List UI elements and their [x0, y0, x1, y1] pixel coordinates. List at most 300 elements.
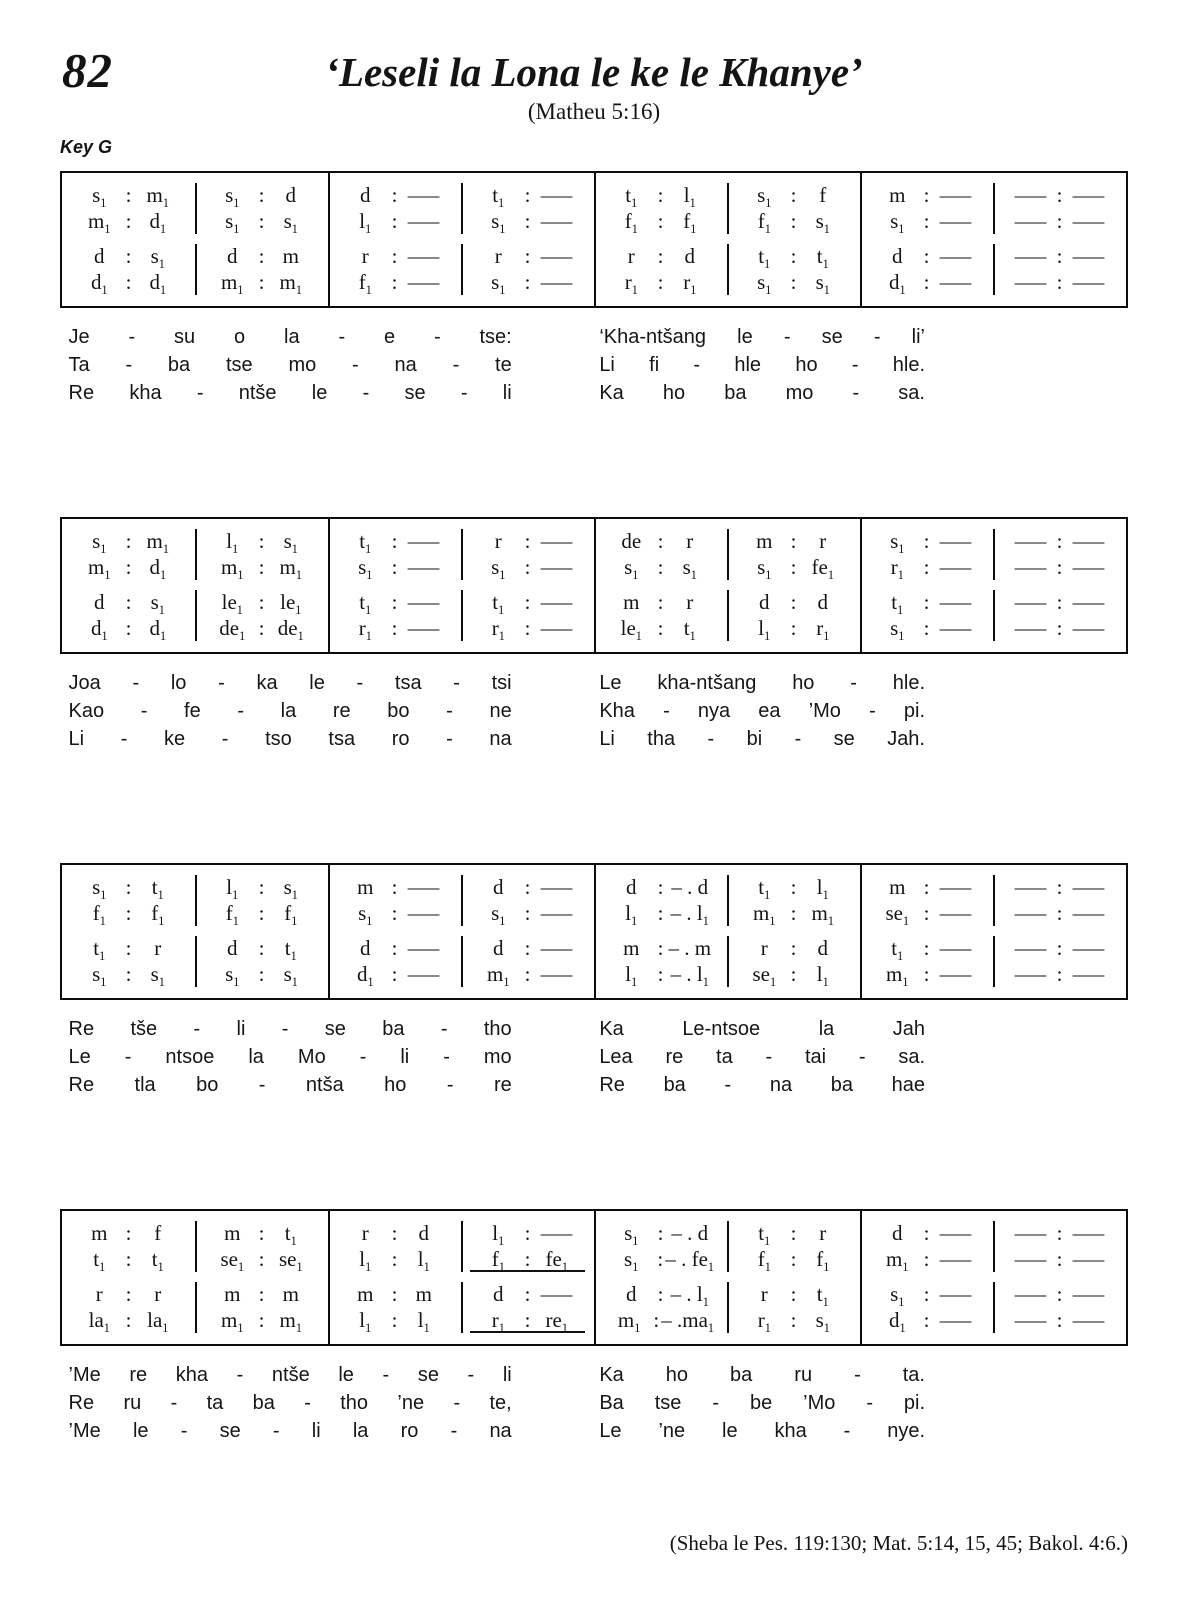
note-cell-content: [603, 208, 718, 237]
note-cell: [461, 208, 594, 237]
note-left: $s_1$: [92, 962, 107, 990]
note-cell: [594, 874, 727, 900]
note-right: $d_1$: [149, 555, 167, 583]
syllable: ’Mo: [808, 700, 841, 722]
syllable: tai: [804, 1046, 827, 1068]
note-cell-content: [470, 1307, 585, 1336]
voice-line: [62, 900, 1126, 929]
note-right: $l_1$: [816, 875, 829, 903]
voice-line: [62, 1281, 1126, 1310]
beat-colon: :: [1056, 529, 1063, 553]
syllable: ntsoe: [165, 1046, 215, 1068]
syllable-hyphen: -: [858, 1046, 866, 1068]
note-left: r: [494, 244, 502, 268]
note-left: $s_1$: [890, 209, 905, 237]
syllable: tsa: [328, 728, 356, 750]
barline-short: [993, 590, 995, 641]
note-cell-content: [204, 961, 319, 990]
syllable-hyphen: -: [120, 728, 128, 750]
note-right: f: [819, 183, 827, 207]
note-right: —: [541, 590, 573, 614]
beat-colon: :: [125, 590, 132, 614]
beat-colon: :: [258, 875, 265, 899]
note-cell-content: [71, 1307, 186, 1336]
note-cell: [727, 874, 860, 903]
note-cell-content: [1002, 528, 1117, 554]
beat-colon: :: [524, 590, 531, 614]
beat-colon: :: [1056, 1308, 1063, 1332]
note-left: m: [889, 183, 906, 207]
voice-line: [62, 269, 1126, 298]
beat-colon: :: [524, 936, 531, 960]
note-cell-content: [736, 615, 851, 644]
note-left: —: [1014, 962, 1046, 986]
beat-colon: :: [657, 244, 664, 268]
note-cell-content: [603, 269, 718, 298]
syllable: Le: [68, 1046, 91, 1068]
note-right: $s_1$: [815, 270, 830, 298]
note-cell: [195, 1307, 328, 1336]
note-right: —: [408, 529, 440, 553]
note-cell: [594, 961, 727, 990]
note-cell: [328, 1281, 461, 1307]
note-cell-content: [71, 1281, 186, 1307]
syllable: ba: [830, 1074, 853, 1096]
note-left: $l_1$: [492, 1221, 505, 1249]
note-cell: [62, 1281, 195, 1307]
note-right: – . $l_1$: [670, 901, 709, 929]
note-right: $d_1$: [149, 616, 167, 644]
note-cell-content: [1002, 874, 1117, 900]
note-right: —: [408, 209, 440, 233]
syllable: le: [722, 1420, 738, 1442]
note-right: d: [817, 936, 828, 960]
note-left: d: [227, 244, 238, 268]
voice-pair: [62, 935, 1126, 990]
barline-short: [993, 244, 995, 295]
note-cell-content: [337, 900, 452, 929]
note-cell-content: [337, 528, 452, 557]
note-cell: [993, 554, 1126, 580]
note-right: —: [541, 1282, 573, 1306]
note-cell-content: [869, 615, 984, 644]
note-cell: [461, 1281, 594, 1307]
note-right: $s_1$: [150, 962, 165, 990]
lyric-phrase-right: [599, 1389, 925, 1417]
syllable-hyphen: -: [304, 1392, 311, 1414]
note-cell-content: [337, 554, 452, 583]
note-cell: [195, 615, 328, 644]
beat-colon: :: [657, 555, 664, 579]
note-left: —: [1014, 1308, 1046, 1332]
note-left: $de_1$: [219, 616, 246, 644]
scripture-reference: (Matheu 5:16): [527, 99, 661, 124]
note-cell-content: [71, 554, 186, 583]
beat-colon: :: [923, 590, 930, 614]
syllable: ro: [391, 728, 410, 750]
syllable: la: [352, 1420, 369, 1442]
note-left: —: [1014, 183, 1046, 207]
syllable: nya: [697, 700, 731, 722]
lyric-phrase-right: [599, 1015, 925, 1043]
voice-line: [62, 589, 1126, 618]
beat-colon: :: [790, 529, 797, 553]
note-cell: [860, 874, 993, 900]
note-right: —: [541, 244, 573, 268]
beat-colon: :: [1056, 244, 1063, 268]
note-left: —: [1014, 936, 1046, 960]
note-cell-content: [470, 900, 585, 929]
note-right: $f_1$: [683, 209, 697, 237]
syllable: le: [338, 1364, 354, 1386]
syllable: ba: [167, 354, 191, 376]
note-right: $d_1$: [149, 209, 167, 237]
lyric-phrase-left: [69, 1417, 512, 1445]
beat-colon: :: [657, 1282, 664, 1306]
note-right: $f_1$: [284, 901, 298, 929]
syllable: re: [493, 1074, 512, 1096]
note-left: $f_1$: [757, 1247, 771, 1275]
note-cell: [62, 1246, 195, 1275]
note-right: $s_1$: [815, 209, 830, 237]
syllable-hyphen: -: [866, 1392, 873, 1414]
note-cell-content: [71, 615, 186, 644]
note-cell-content: [337, 208, 452, 237]
note-cell-content: [337, 961, 452, 990]
note-left: $m_1$: [221, 555, 244, 583]
note-cell: [62, 1307, 195, 1336]
syllable-hyphen: -: [869, 700, 876, 722]
lyric-phrase-right: [599, 725, 925, 753]
beat-colon: :: [391, 270, 398, 294]
note-cell-content: [869, 935, 984, 964]
note-left: $t_1$: [492, 183, 505, 211]
note-cell-content: [736, 900, 851, 929]
note-left: $d_1$: [90, 270, 108, 298]
note-left: $t_1$: [359, 590, 372, 618]
note-cell: [993, 1220, 1126, 1246]
beat-colon: :: [790, 1282, 797, 1306]
barline-short: [993, 529, 995, 580]
syllable: ba: [730, 1364, 753, 1386]
note-cell-content: [470, 528, 585, 554]
syllable: na: [769, 1074, 793, 1096]
note-cell-content: [71, 528, 186, 557]
note-cell: [328, 243, 461, 269]
beat-colon: :: [125, 962, 132, 986]
beat-colon: :: [657, 270, 664, 294]
note-cell: [195, 182, 328, 211]
barline-short: [993, 936, 995, 987]
note-left: $m_1$: [88, 209, 111, 237]
beat-colon: :: [657, 616, 664, 640]
note-left: $f_1$: [225, 901, 239, 929]
note-cell-content: [603, 554, 718, 583]
note-cell: [461, 243, 594, 269]
beat-colon: :: [258, 555, 265, 579]
voice-pair: [62, 182, 1126, 237]
lyrics-block: [60, 669, 1128, 753]
lyric-phrase-left: [69, 669, 512, 697]
note-cell: [594, 554, 727, 583]
note-right: $l_1$: [417, 1247, 430, 1275]
note-right: —: [940, 616, 972, 640]
syllable: le: [737, 326, 753, 348]
syllable: ba: [252, 1392, 275, 1414]
note-cell: [461, 589, 594, 618]
beat-colon: :: [923, 962, 930, 986]
note-right: $s_1$: [283, 209, 298, 237]
note-right: $la_1$: [147, 1308, 169, 1336]
beat-colon: :: [391, 1282, 398, 1306]
page-header: [60, 34, 1128, 158]
note-left: r: [627, 244, 635, 268]
syllable: ro: [400, 1420, 419, 1442]
lyric-phrase-right: [599, 697, 925, 725]
lyric-phrase-left: [69, 1361, 512, 1389]
beat-colon: :: [1056, 555, 1063, 579]
note-right: —: [940, 590, 972, 614]
syllable: tho: [483, 1018, 512, 1040]
note-left: d: [759, 590, 770, 614]
syllable: kha: [175, 1364, 209, 1386]
syllable-hyphen: -: [873, 326, 881, 348]
syllable: kha: [129, 382, 162, 404]
syllable-hyphen: -: [382, 1364, 390, 1386]
syllable: ba: [724, 382, 747, 404]
note-left: r: [95, 1282, 103, 1306]
note-cell-content: [204, 554, 319, 583]
note-left: m: [623, 936, 640, 960]
note-cell: [328, 1307, 461, 1336]
note-cell: [62, 615, 195, 644]
note-left: $f_1$: [358, 270, 372, 298]
note-cell-content: [470, 208, 585, 237]
voice-line: [62, 182, 1126, 211]
note-cell-content: [204, 1307, 319, 1336]
note-left: $s_1$: [757, 270, 772, 298]
note-right: r: [686, 529, 694, 553]
note-right: $t_1$: [151, 1247, 164, 1275]
barline-short: [195, 590, 197, 641]
note-cell: [62, 269, 195, 298]
syllable: Kha: [599, 700, 635, 722]
note-cell: [860, 528, 993, 557]
lyric-phrase-right: [599, 1071, 925, 1099]
syllable-hyphen: -: [180, 1420, 188, 1442]
syllable: se: [324, 1018, 346, 1040]
syllable: be: [749, 1392, 773, 1414]
note-left: d: [227, 936, 238, 960]
note-right: —: [408, 244, 440, 268]
beat-colon: :: [524, 209, 531, 233]
note-right: $t_1$: [284, 1221, 297, 1249]
note-left: —: [1014, 1221, 1046, 1245]
score-grid: [60, 1209, 1128, 1346]
note-cell-content: [470, 554, 585, 583]
note-right: $t_1$: [151, 875, 164, 903]
syllable: li: [311, 1420, 321, 1442]
syllable: Kao: [68, 700, 105, 722]
beat-colon: :: [923, 616, 930, 640]
syllable-hyphen: -: [433, 326, 441, 348]
beat-colon: :: [923, 183, 930, 207]
lyric-line: [60, 669, 1128, 697]
beat-colon: :: [524, 1282, 531, 1306]
syllable: hle: [734, 354, 762, 376]
note-right: —: [940, 962, 972, 986]
note-cell: [328, 615, 461, 644]
note-cell-content: [869, 1307, 984, 1336]
barline-short: [195, 1282, 197, 1333]
note-cell: [328, 935, 461, 961]
syllable: ntša: [305, 1074, 344, 1096]
syllable: li: [502, 1364, 512, 1386]
note-cell-content: [736, 874, 851, 903]
beat-colon: :: [1056, 962, 1063, 986]
syllable: la: [248, 1046, 264, 1068]
note-cell-content: [337, 1246, 452, 1275]
syllable: Re: [68, 1074, 95, 1096]
beat-colon: :: [524, 875, 531, 899]
note-cell-content: [603, 182, 718, 211]
note-cell: [328, 589, 461, 618]
beat-colon: :: [258, 183, 265, 207]
syllable: li: [236, 1018, 246, 1040]
lyric-phrase-left: [69, 697, 512, 725]
note-cell-content: [736, 1246, 851, 1275]
note-right: —: [408, 936, 440, 960]
barline-short: [993, 1221, 995, 1272]
syllable: Mo: [297, 1046, 326, 1068]
note-right: r: [154, 936, 162, 960]
note-cell: [461, 269, 594, 298]
barline-short: [727, 936, 729, 987]
syllable-hyphen: -: [237, 700, 245, 722]
beat-colon: :: [125, 1282, 132, 1306]
note-left: —: [1014, 901, 1046, 925]
beat-colon: :: [923, 1282, 930, 1306]
syllable: Re: [68, 382, 95, 404]
note-left: m: [357, 1282, 374, 1306]
syllable-hyphen: -: [124, 1046, 132, 1068]
note-right: $t_1$: [816, 244, 829, 272]
note-cell-content: [71, 874, 186, 903]
beat-colon: :: [258, 209, 265, 233]
note-left: m: [224, 1221, 241, 1245]
note-left: d: [94, 244, 105, 268]
beat-colon: :: [258, 616, 265, 640]
note-right: —: [541, 962, 573, 986]
syllable: na: [489, 1420, 512, 1442]
note-right: —: [541, 270, 573, 294]
syllable: te: [495, 354, 512, 376]
note-right: – . m: [668, 936, 712, 960]
note-cell-content: [337, 243, 452, 269]
voice-line: [62, 615, 1126, 644]
syllable: tsi: [491, 672, 512, 694]
note-cell: [62, 1220, 195, 1246]
syllable: hae: [891, 1074, 926, 1096]
syllable: re: [665, 1046, 684, 1068]
note-right: r: [686, 590, 694, 614]
syllable: bi: [746, 728, 763, 750]
note-left: $s_1$: [491, 901, 506, 929]
note-right: —: [1073, 529, 1105, 553]
beat-colon: :: [125, 616, 132, 640]
syllable-hyphen: -: [852, 382, 860, 404]
note-cell: [993, 269, 1126, 295]
syllable-hyphen: -: [783, 326, 791, 348]
note-right: —: [1073, 901, 1105, 925]
beat-colon: :: [1056, 901, 1063, 925]
syllable-hyphen: -: [663, 700, 670, 722]
beat-colon: :: [923, 936, 930, 960]
note-cell: [461, 528, 594, 554]
voice-pair: [62, 589, 1126, 644]
note-right: $t_1$: [683, 616, 696, 644]
syllable-hyphen: -: [362, 382, 370, 404]
note-cell: [727, 615, 860, 644]
note-cell: [594, 1220, 727, 1249]
barline-short: [727, 1221, 729, 1272]
note-right: $m_1$: [146, 183, 169, 211]
note-cell: [62, 589, 195, 618]
note-right: $s_1$: [150, 244, 165, 272]
note-left: —: [1014, 244, 1046, 268]
beat-colon: :: [1056, 936, 1063, 960]
notation-system-3: [60, 863, 1128, 1099]
note-right: $de_1$: [277, 616, 304, 644]
syllable-hyphen: -: [359, 1046, 367, 1068]
voice-pair: [62, 243, 1126, 298]
barline-short: [461, 529, 463, 580]
note-left: $le_1$: [221, 590, 243, 618]
beat-colon: :: [923, 244, 930, 268]
note-right: $s_1$: [150, 590, 165, 618]
syllable: sa.: [898, 382, 925, 404]
syllable-hyphen: -: [440, 1018, 448, 1040]
note-left: m: [224, 1282, 241, 1306]
note-left: $s_1$: [225, 209, 240, 237]
lyric-line: [60, 725, 1128, 753]
syllable-hyphen: -: [446, 728, 453, 750]
note-cell: [727, 1220, 860, 1249]
beat-colon: :: [790, 616, 797, 640]
note-left: —: [1014, 616, 1046, 640]
note-left: d: [360, 936, 371, 960]
note-cell-content: [337, 1281, 452, 1307]
syllable: Ka: [599, 382, 624, 404]
note-right: —: [940, 901, 972, 925]
syllable: Ka: [599, 1018, 624, 1040]
note-cell-content: [1002, 269, 1117, 295]
note-left: $m_1$: [753, 901, 776, 929]
note-left: $r_1$: [358, 616, 372, 644]
note-cell-content: [1002, 182, 1117, 208]
lyric-line: [60, 1071, 1128, 1099]
note-cell: [328, 528, 461, 557]
note-cell-content: [869, 1246, 984, 1275]
note-right: d: [684, 244, 695, 268]
note-cell: [461, 554, 594, 583]
note-left: $f_1$: [757, 209, 771, 237]
note-left: $m_1$: [886, 1247, 909, 1275]
syllable: Jah: [892, 1018, 926, 1040]
beat-colon: :: [923, 555, 930, 579]
beat-colon: :: [790, 1308, 797, 1332]
syllable: mo: [288, 354, 317, 376]
